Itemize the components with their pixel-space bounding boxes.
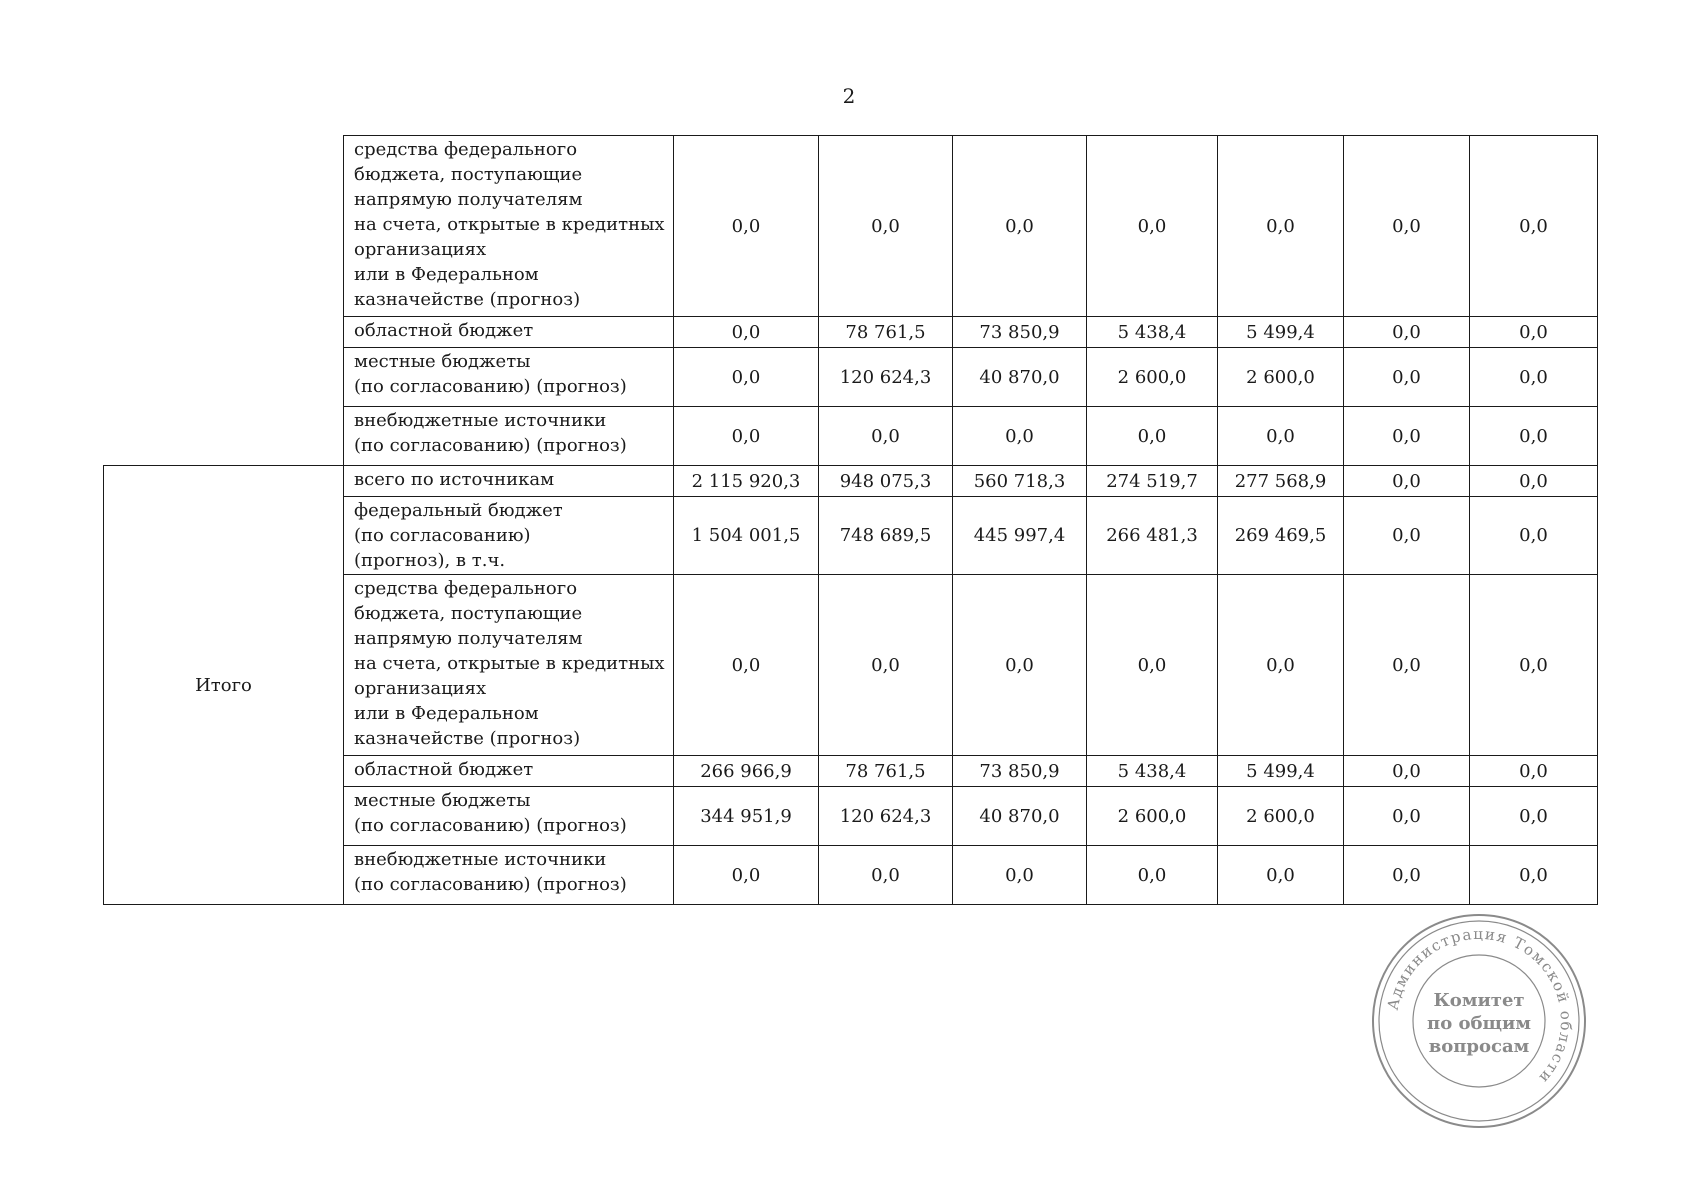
source-line: средства федерального — [354, 139, 578, 160]
value-cell: 0,0 — [819, 407, 953, 466]
value-cell: 0,0 — [1344, 575, 1470, 756]
stamp-center-line: вопросам — [1428, 1036, 1530, 1057]
value-cell: 5 499,4 — [1218, 756, 1344, 787]
source-line: бюджета, поступающие — [354, 603, 583, 624]
value-cell: 0,0 — [1344, 407, 1470, 466]
source-line: областной бюджет — [354, 759, 534, 780]
value-cell: 0,0 — [674, 407, 819, 466]
value-cell: 0,0 — [819, 575, 953, 756]
value-cell: 40 870,0 — [953, 348, 1087, 407]
value-cell: 73 850,9 — [953, 756, 1087, 787]
value-cell: 277 568,9 — [1218, 466, 1344, 497]
value-cell: 2 600,0 — [1087, 348, 1218, 407]
value-cell: 0,0 — [674, 317, 819, 348]
value-cell: 0,0 — [1470, 317, 1598, 348]
value-cell: 0,0 — [1344, 317, 1470, 348]
value-cell: 0,0 — [1087, 575, 1218, 756]
value-cell: 0,0 — [1344, 348, 1470, 407]
value-cell: 1 504 001,5 — [674, 497, 819, 575]
source-line: областной бюджет — [354, 320, 534, 341]
value-cell: 0,0 — [1344, 787, 1470, 846]
value-cell: 0,0 — [1087, 407, 1218, 466]
source-line: внебюджетные источники — [354, 849, 607, 870]
table-row — [104, 136, 1598, 317]
value-cell: 0,0 — [1470, 136, 1598, 317]
value-cell: 266 481,3 — [1087, 497, 1218, 575]
value-cell: 0,0 — [674, 575, 819, 756]
source-line: (по согласованию) (прогноз) — [354, 376, 627, 397]
value-cell: 0,0 — [819, 136, 953, 317]
value-cell: 0,0 — [1087, 846, 1218, 905]
source-line: средства федерального — [354, 578, 578, 599]
source-cell — [344, 407, 674, 466]
value-cell: 948 075,3 — [819, 466, 953, 497]
value-cell: 0,0 — [1344, 497, 1470, 575]
value-cell: 0,0 — [1470, 407, 1598, 466]
stamp-center-line: Комитет — [1433, 990, 1525, 1011]
value-cell: 0,0 — [1344, 846, 1470, 905]
value-cell: 0,0 — [953, 575, 1087, 756]
value-cell: 2 600,0 — [1087, 787, 1218, 846]
value-cell: 0,0 — [674, 348, 819, 407]
value-cell: 344 951,9 — [674, 787, 819, 846]
value-cell: 269 469,5 — [1218, 497, 1344, 575]
value-cell: 0,0 — [1470, 575, 1598, 756]
source-line: или в Федеральном — [354, 264, 539, 285]
source-line: внебюджетные источники — [354, 410, 607, 431]
value-cell: 0,0 — [1470, 846, 1598, 905]
value-cell: 5 499,4 — [1218, 317, 1344, 348]
source-line: напрямую получателям — [354, 189, 583, 210]
source-cell — [344, 497, 674, 575]
value-cell: 0,0 — [953, 136, 1087, 317]
source-line: на счета, открытые в кредитных — [354, 214, 665, 235]
group-cell-continued — [104, 136, 344, 466]
source-line: (по согласованию) (прогноз) — [354, 874, 627, 895]
source-line: организациях — [354, 239, 487, 260]
source-line: казначействе (прогноз) — [354, 289, 581, 310]
itogo-label: Итого — [104, 466, 344, 905]
value-cell: 0,0 — [819, 846, 953, 905]
value-cell: 0,0 — [1344, 756, 1470, 787]
source-line: (по согласованию) (прогноз) — [354, 815, 627, 836]
source-line: или в Федеральном — [354, 703, 539, 724]
source-line: казначействе (прогноз) — [354, 728, 581, 749]
official-stamp — [1368, 910, 1590, 1132]
value-cell: 0,0 — [1470, 497, 1598, 575]
page-number: 2 — [842, 84, 856, 108]
source-line: (по согласованию) (прогноз) — [354, 435, 627, 456]
value-cell: 445 997,4 — [953, 497, 1087, 575]
source-cell — [344, 846, 674, 905]
value-cell: 0,0 — [1218, 136, 1344, 317]
value-cell: 274 519,7 — [1087, 466, 1218, 497]
value-cell: 0,0 — [1470, 756, 1598, 787]
value-cell: 0,0 — [674, 136, 819, 317]
stamp-center-line: по общим — [1427, 1013, 1531, 1034]
source-line: на счета, открытые в кредитных — [354, 653, 665, 674]
value-cell: 0,0 — [1344, 136, 1470, 317]
source-line: местные бюджеты — [354, 790, 531, 811]
source-cell — [344, 136, 674, 317]
value-cell: 560 718,3 — [953, 466, 1087, 497]
source-line: организациях — [354, 678, 487, 699]
value-cell: 0,0 — [674, 846, 819, 905]
source-line: (по согласованию) — [354, 525, 531, 546]
source-cell — [344, 575, 674, 756]
value-cell: 5 438,4 — [1087, 756, 1218, 787]
value-cell: 78 761,5 — [819, 756, 953, 787]
value-cell: 0,0 — [1218, 846, 1344, 905]
source-cell — [344, 756, 674, 787]
source-cell — [344, 348, 674, 407]
source-line: (прогноз), в т.ч. — [354, 550, 506, 571]
value-cell: 0,0 — [1218, 575, 1344, 756]
value-cell: 120 624,3 — [819, 348, 953, 407]
value-cell: 0,0 — [953, 846, 1087, 905]
budget-table — [103, 135, 1598, 905]
value-cell: 0,0 — [1344, 466, 1470, 497]
value-cell: 2 115 920,3 — [674, 466, 819, 497]
value-cell: 2 600,0 — [1218, 348, 1344, 407]
value-cell: 40 870,0 — [953, 787, 1087, 846]
value-cell: 266 966,9 — [674, 756, 819, 787]
source-line: всего по источникам — [354, 469, 555, 490]
value-cell: 0,0 — [953, 407, 1087, 466]
source-line: бюджета, поступающие — [354, 164, 583, 185]
value-cell: 748 689,5 — [819, 497, 953, 575]
source-cell — [344, 787, 674, 846]
value-cell: 2 600,0 — [1218, 787, 1344, 846]
value-cell: 73 850,9 — [953, 317, 1087, 348]
value-cell: 0,0 — [1218, 407, 1344, 466]
source-cell — [344, 466, 674, 497]
table-row — [104, 466, 1598, 497]
value-cell: 0,0 — [1470, 787, 1598, 846]
value-cell: 0,0 — [1470, 348, 1598, 407]
stamp-ring-text: Администрация Томской области — [1383, 924, 1576, 1088]
value-cell: 0,0 — [1470, 466, 1598, 497]
source-line: напрямую получателям — [354, 628, 583, 649]
value-cell: 5 438,4 — [1087, 317, 1218, 348]
source-line: местные бюджеты — [354, 351, 531, 372]
value-cell: 0,0 — [1087, 136, 1218, 317]
value-cell: 120 624,3 — [819, 787, 953, 846]
source-cell — [344, 317, 674, 348]
source-line: федеральный бюджет — [354, 500, 563, 521]
value-cell: 78 761,5 — [819, 317, 953, 348]
